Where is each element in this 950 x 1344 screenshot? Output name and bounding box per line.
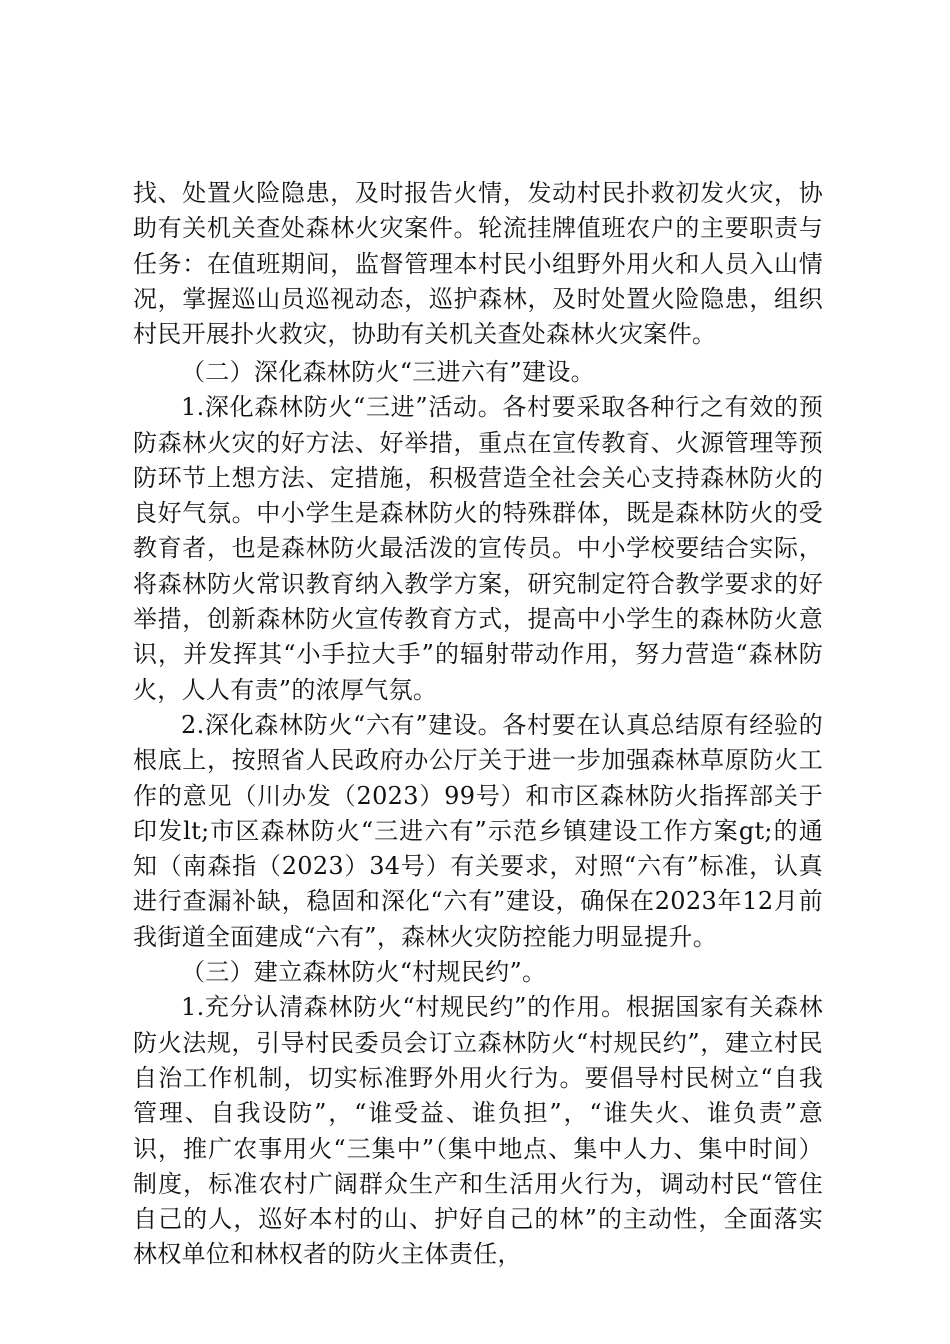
section-2-heading: （二）深化森林防火“三进六有”建设。 bbox=[181, 358, 595, 386]
section-3-item-1: 1.充分认清森林防火“村规民约”的作用。根据国家有关森林防火法规，引导村民委员会订立森林防火“村规民约”，建立村民自治工作机制，切实标准野外用火行为。要倡导村民树立“自我管理、自我设防”，“谁受益、谁负担”，“谁失火、谁负责”意识，推广农事用火“三集中”（集中地点、集中人力、集中时间）制度，标准农村广阔群众生产和生活用火行为，调动村民“管住自己的人，巡好本村的山、护好自己的林”的主动性，全面落实林权单位和林权者的防火主体责任， bbox=[133, 993, 823, 1269]
continuation-block bbox=[133, 176, 823, 352]
section-2-item-1: 1.深化森林防火“三进”活动。各村要采取各种行之有效的预防森林火灾的好方法、好举措，重点在宣传教育、火源管理等预防环节上想方法、定措施，积极营造全社会关心支持森林防火的良好气氛。中小学生是森林防火的特殊群体，既是森林防火的受教育者，也是森林防火最活泼的宣传员。中小学校要结合实际，将森林防火常识教育纳入教学方案，研究制定符合教学要求的好举措，创新森林防火宣传教育方式，提高中小学生的森林防火意识，并发挥其“小手拉大手”的辐射带动作用，努力营造“森林防火，人人有责”的浓厚气氛。 bbox=[133, 393, 823, 704]
continuation-paragraph: 找、处置火险隐患，及时报告火情，发动村民扑救初发火灾，协助有关机关查处森林火灾案件。轮流挂牌值班农户的主要职责与任务：在值班期间，监督管理本村民小组野外用火和人员入山情况，掌握巡山员巡视动态，巡护森林，及时处置火险隐患，组织村民开展扑火救灾，协助有关机关查处森林火灾案件。 bbox=[133, 179, 823, 349]
main-body bbox=[133, 355, 823, 1273]
section-2-item-2: 2.深化森林防火“六有”建设。各村要在认真总结原有经验的根底上，按照省人民政府办公厅关于进一步加强森林草原防火工作的意见（川办发（2023）99号）和市区森林防火指挥部关于印发lt;市区森林防火“三进六有”示范乡镇建设工作方案gt;的通知（南森指（2023）34号）有关要求，对照“六有”标准，认真进行查漏补缺，稳固和深化“六有”建设，确保在2023年12月前我街道全面建成“六有”，森林火灾防控能力明显提升。 bbox=[133, 710, 823, 951]
section-3-heading: （三）建立森林防火“村规民约”。 bbox=[181, 958, 547, 987]
